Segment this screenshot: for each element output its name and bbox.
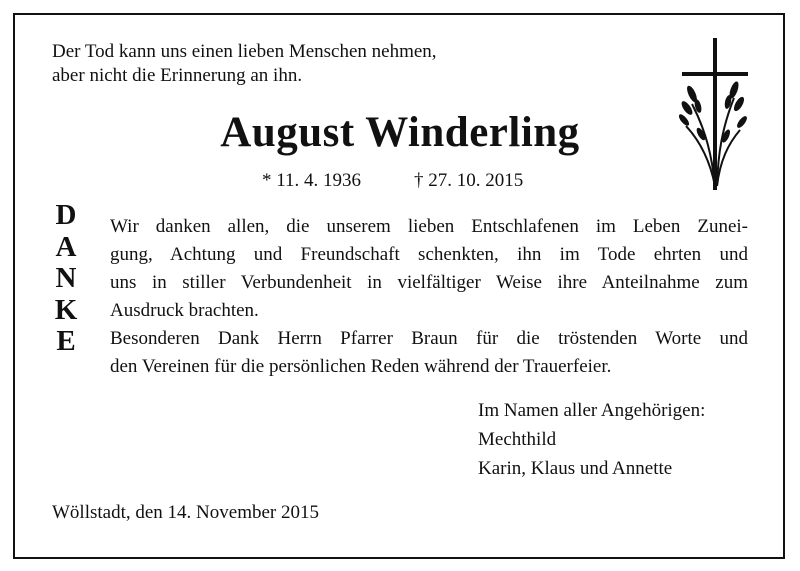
motto-line-1: Der Tod kann uns einen lieben Menschen nehmen, <box>52 41 437 62</box>
birth-date: * 11. 4. 1936 <box>262 170 362 191</box>
signature-name-1: Mechthild <box>478 429 557 450</box>
text-line: uns in stiller Verbundenheit in vielfältiger Weise ihre Anteilnahme zum <box>110 272 748 293</box>
motto-line-2: aber nicht die Erinnerung an ihn. <box>52 65 303 86</box>
danke-letter: E <box>56 325 76 357</box>
danke-letter: A <box>55 230 77 263</box>
place-and-date: Wöllstadt, den 14. November 2015 <box>52 502 320 523</box>
motto <box>52 40 437 88</box>
text-line: Wir danken allen, die unserem lieben Entschlafenen im Leben Zunei- <box>110 216 748 237</box>
signature-block <box>478 396 705 483</box>
signature-name-2: Karin, Klaus und Annette <box>478 458 673 479</box>
text-line: gung, Achtung und Freundschaft schenkten, ihn im Tode ehrten und <box>110 244 748 265</box>
danke-vertical <box>44 200 88 358</box>
deceased-name: August Winderling <box>220 109 580 156</box>
special-thanks-paragraph <box>110 325 748 381</box>
death-date: † 27. 10. 2015 <box>414 170 524 191</box>
signature-intro: Im Namen aller Angehörigen: <box>478 400 706 421</box>
text-line: den Vereinen für die persönlichen Reden während der Trauerfeier. <box>110 356 612 377</box>
text-line: Ausdruck brachten. <box>110 300 259 321</box>
danke-letter: K <box>54 293 78 326</box>
danke-letter: N <box>55 262 77 294</box>
thanks-paragraph <box>110 213 748 325</box>
text-line: Besonderen Dank Herrn Pfarrer Braun für die tröstenden Worte und <box>110 328 748 349</box>
danke-letter: D <box>55 199 77 231</box>
